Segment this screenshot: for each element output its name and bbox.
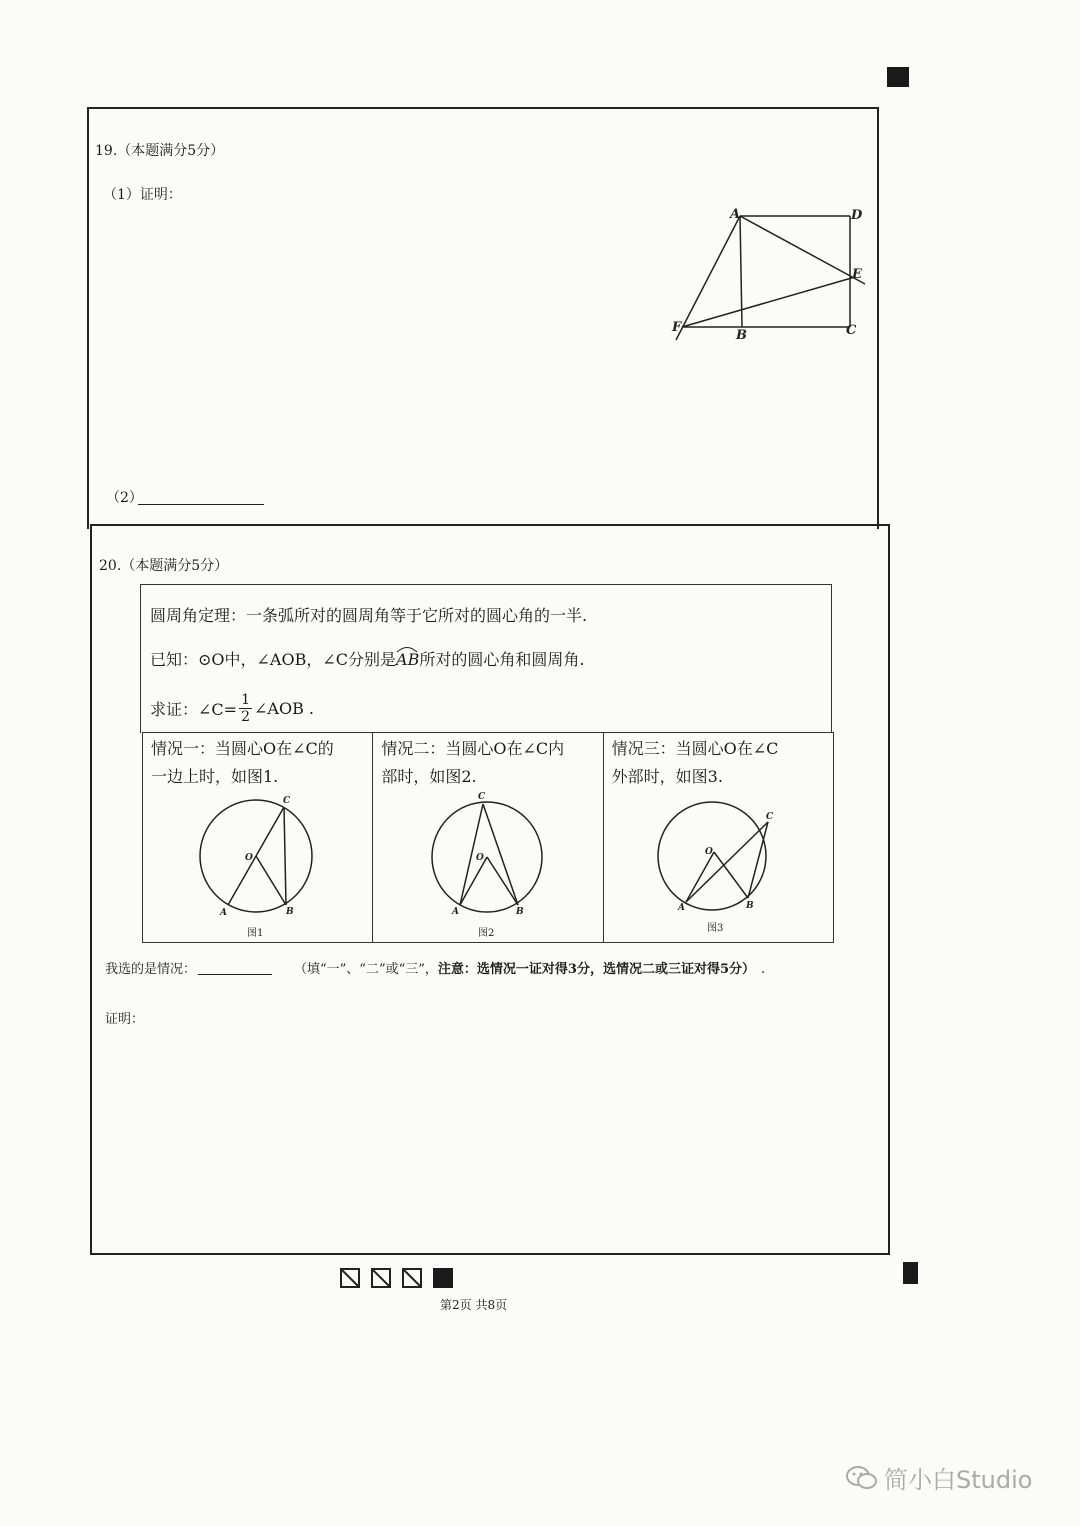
label-A: A [730,207,741,222]
registration-mark-top-right [887,67,909,87]
q19-header: 19.（本题满分5分） [95,143,225,159]
choice-note: （填“一”、“二”或“三”， [294,962,438,977]
prove-statement [150,692,314,725]
hatched-square-mark [371,1268,391,1288]
fig2-label-O: O [476,853,484,863]
q19-geometry-figure [660,200,880,350]
segment-AE [740,216,865,284]
given-statement [150,647,584,670]
page-number: 第2页 共8页 [440,1298,508,1312]
case-1-line2: 一边上时，如图1. [151,767,279,786]
fig1-caption: 图1 [247,928,264,939]
label-D: D [851,208,863,223]
registration-mark-bottom-right [903,1262,918,1284]
q20-header: 20.（本题满分5分） [99,558,229,574]
label-F: F [672,320,682,335]
label-B: B [736,328,747,343]
hatched-square-mark [340,1268,360,1288]
figure-1-diagram [190,790,330,940]
fig2-label-C: C [478,792,486,802]
page-marks [340,1268,453,1288]
fig3-caption: 图3 [707,923,724,934]
figure-3-diagram [650,790,790,940]
label-C: C [846,323,857,338]
proof-label: 证明： [105,1012,145,1027]
fraction-one-half: $\frac{1}{2}$ [241,692,250,725]
fig1-label-A: A [220,908,227,918]
case-3-line1: 情况三：当圆心O在∠C [611,739,779,758]
fig3-label-A: A [678,903,685,913]
segment-FE [682,277,855,327]
wechat-icon [846,1465,878,1491]
fig1-label-B: B [286,907,294,917]
theorem-statement: 圆周角定理：一条弧所对的圆周角等于它所对的圆心角的一半. [150,606,588,625]
fig2-label-B: B [516,907,524,917]
choice-end: . [761,962,766,977]
segment-AF [676,216,740,340]
watermark [846,1460,1032,1495]
fig3-label-O: O [705,847,713,857]
choice-line [105,958,765,977]
given-suffix: 所对的圆心角和圆周角. [419,650,585,669]
q19-part1-label: （1）证明： [103,187,182,203]
q19-part2-label: （2） [106,490,143,506]
fig2-caption: 图2 [478,928,495,939]
fig2-label-A: A [452,907,459,917]
case-1-line1: 情况一：当圆心O在∠C的 [151,739,334,758]
prove-prefix: 求证：∠C= [150,700,238,719]
prove-suffix: ∠AOB . [253,699,314,718]
filled-square-mark [433,1268,453,1288]
hatched-square-mark [402,1268,422,1288]
given-prefix: 已知：⊙O中，∠AOB，∠C分别是 [150,650,397,669]
choice-note-bold: 注意：选情况一证对得3分，选情况二或三证对得5分） [437,962,755,977]
fig3-label-B: B [746,901,754,911]
figure-2-diagram [420,790,560,940]
watermark-text: 简小白Studio [884,1466,1033,1494]
arc-AB: AB [396,650,419,669]
label-E: E [852,267,862,282]
choice-answer-blank[interactable] [198,960,272,975]
q19-part2-answer-blank[interactable] [138,504,264,505]
case-3-line2: 外部时，如图3. [611,767,723,786]
fig1-label-O: O [245,853,253,863]
fig3-label-C: C [766,812,774,822]
fig1-label-C: C [283,796,291,806]
case-2-line1: 情况二：当圆心O在∠C内 [381,739,565,758]
case-2-line2: 部时，如图2. [381,767,477,786]
choice-label: 我选的是情况： [105,962,197,977]
